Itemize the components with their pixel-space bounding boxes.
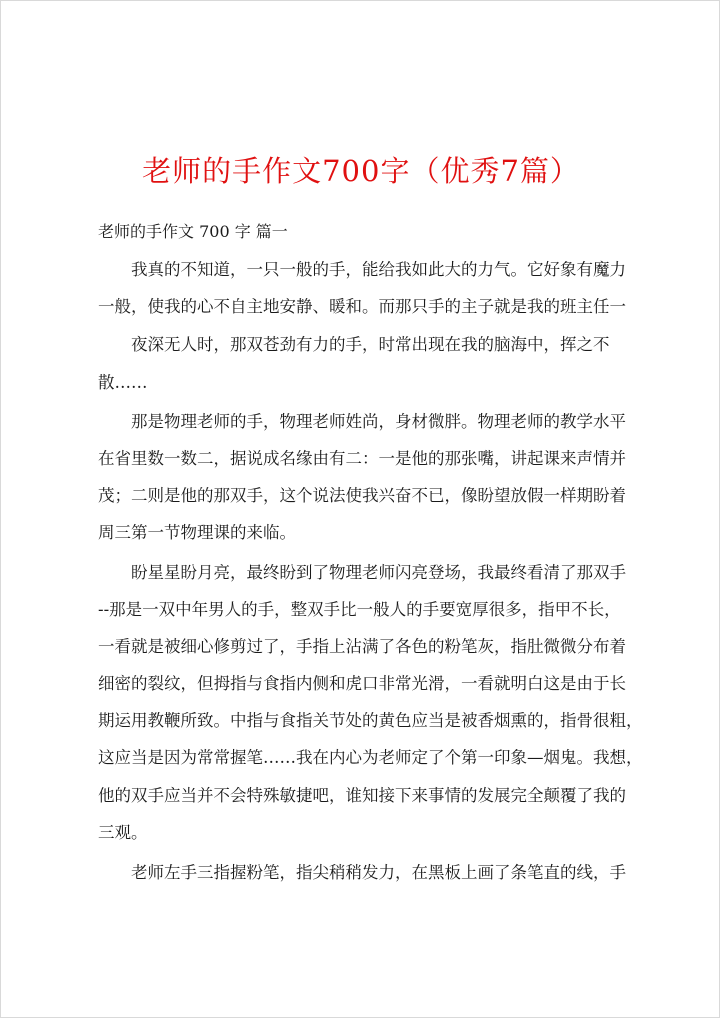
text-line: 我真的不知道，一只一般的手，能给我如此大的力气。它好象有魔力	[131, 260, 626, 279]
text-line: 他的双手应当并不会特殊敏捷吧，谁知接下来事情的发展完全颠覆了我的	[98, 786, 626, 805]
text-line: 夜深无人时，那双苍劲有力的手，时常出现在我的脑海中，挥之不	[131, 335, 610, 354]
text-line: 在省里数一数二，据说成名缘由有二：一是他的那张嘴，讲起课来声情并	[98, 449, 626, 468]
text-line: 这应当是因为常常握笔……我在内心为老师定了个第一印象—烟鬼。我想，	[98, 748, 643, 767]
section-heading: 老师的手作文 700 字 篇一	[98, 222, 288, 241]
text-line: 那是物理老师的手，物理老师姓尚，身材微胖。物理老师的教学水平	[131, 412, 626, 431]
text-line: 一看就是被细心修剪过了，手指上沾满了各色的粉笔灰，指肚微微分布着	[98, 637, 626, 656]
text-line: 散……	[98, 373, 148, 392]
text-line: 茂；二则是他的那双手，这个说法使我兴奋不已，像盼望放假一样期盼着	[98, 486, 626, 505]
text-line: 老师左手三指握粉笔，指尖稍稍发力，在黑板上画了条笔直的线，手	[131, 863, 626, 882]
text-line: 细密的裂纹，但拇指与食指内侧和虎口非常光滑，一看就明白这是由于长	[98, 674, 626, 693]
text-line: 盼星星盼月亮，最终盼到了物理老师闪亮登场，我最终看清了那双手	[131, 563, 626, 582]
text-line: 周三第一节物理课的来临。	[98, 523, 296, 542]
text-line: 期运用教鞭所致。中指与食指关节处的黄色应当是被香烟熏的，指骨很粗，	[98, 711, 643, 730]
text-line: --那是一双中年男人的手，整双手比一般人的手要宽厚很多，指甲不长，	[98, 600, 621, 619]
text-line: 一般，使我的心不自主地安静、暖和。而那只手的主子就是我的班主任一	[98, 297, 626, 316]
document-title: 老师的手作文700字（优秀7篇）	[142, 154, 580, 188]
text-line: 三观。	[98, 823, 148, 842]
